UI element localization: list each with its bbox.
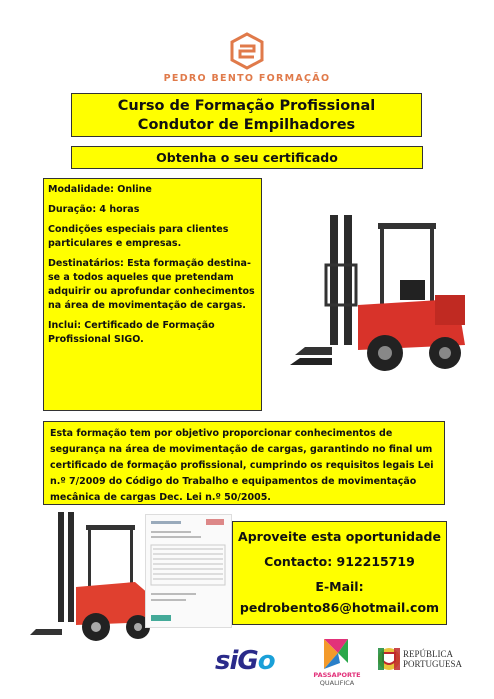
contact-phone: Contacto: 912215719 [264, 554, 415, 569]
opportunity-text: Aproveite esta oportunidade [238, 529, 441, 544]
info-audience: Destinatários: Esta formação destina-se a todos aqueles que pretendam adquirir ou aprofundar conhecimentos na área de movimentação de cargas. [48, 258, 255, 311]
pedro-bento-logo-icon [229, 32, 265, 70]
passaporte-qualifica-text: PASSAPORTE QUALIFICA [313, 671, 361, 687]
contact-email[interactable]: pedrobento86@hotmail.com [239, 600, 440, 615]
course-description: Esta formação tem por objetivo proporcionar conhecimentos de segurança na área de movimentação de cargas, garantindo no final um certificado de formação profissional, cumprindo os requisitos legais Lei n.º 7/2009 do Código do Trabalho e equipamentos de movimentação mecânica de cargas Dec. Lei n.º 50/2005. [43, 421, 445, 505]
sigo-logo: siGo [215, 646, 275, 676]
info-conditions: Condições especiais para clientes particulares e empresas. [48, 224, 229, 249]
contact-box [232, 521, 447, 625]
forklift-image [290, 205, 480, 385]
course-info-box [43, 178, 262, 411]
portuguese-republic-emblem-icon [376, 645, 402, 673]
info-duration: Duração: 4 horas [48, 204, 140, 215]
brand-name: PEDRO BENTO FORMAÇÃO [163, 73, 331, 84]
info-includes: Inclui: Certificado de Formação Profissional SIGO. [48, 320, 215, 345]
certificate-banner: Obtenha o seu certificado [71, 146, 423, 169]
portuguese-republic-text: REPÚBLICA PORTUGUESA [403, 649, 462, 669]
forklift-image-2 [30, 507, 160, 647]
course-title-line2: Condutor de Empilhadores [137, 117, 356, 133]
info-modality: Modalidade: Online [48, 184, 152, 195]
course-title-line1: Curso de Formação Profissional [117, 98, 376, 114]
course-title-box [71, 93, 422, 137]
passaporte-qualifica-icon [318, 637, 354, 671]
certificate-document-image [145, 514, 232, 628]
email-label: E-Mail: [315, 579, 364, 594]
